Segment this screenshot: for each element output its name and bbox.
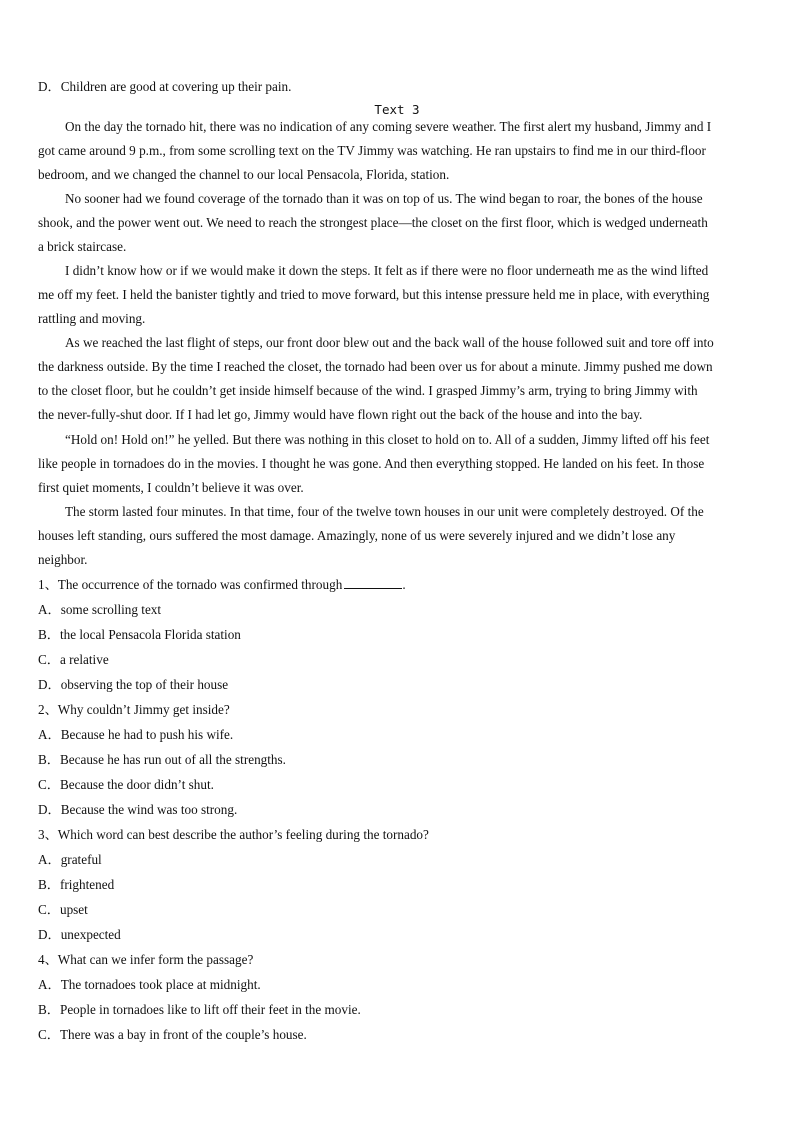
passage-line: to the closet floor, but he couldn’t get inside himself because of the wind. I grasped Jimmy’s arm, trying to bring Jimmy with (38, 383, 698, 398)
passage-line: a brick staircase. (38, 239, 127, 254)
question-1-text: 1、The occurrence of the tornado was confirmed through (38, 577, 343, 592)
passage-line: As we reached the last flight of steps, our front door blew out and the back wall of the house followed suit and tore off into (65, 335, 714, 350)
question-1-stem (38, 577, 758, 593)
passage-line: “Hold on! Hold on!” he yelled. But there was nothing in this closet to hold on to. All of a sudden, Jimmy lifted off his feet (65, 432, 710, 447)
passage-title: Text 3 (374, 102, 420, 117)
question-1-option-b: B．the local Pensacola Florida station (38, 627, 241, 642)
question-2-stem: 2、Why couldn’t Jimmy get inside? (38, 702, 230, 717)
question-3-stem: 3、Which word can best describe the author’s feeling during the tornado? (38, 827, 429, 842)
passage-line: No sooner had we found coverage of the tornado than it was on top of us. The wind began to roar, the bones of the house (65, 191, 703, 206)
passage-line: I didn’t know how or if we would make it down the steps. It felt as if there were no floor underneath me as the wind lifted (65, 263, 709, 278)
passage-line: houses left standing, ours suffered the most damage. Amazingly, none of us were severely injured and we didn’t lose any (38, 528, 676, 543)
passage-line: the darkness outside. By the time I reached the closet, the tornado had been over us for about a minute. Jimmy pushed me down (38, 359, 713, 374)
passage-line: the never-fully-shut door. If I had let go, Jimmy would have flown right out the back of the house and into the bay. (38, 407, 643, 422)
question-3-option-b: B．frightened (38, 877, 115, 892)
question-3-option-d: D．unexpected (38, 927, 121, 942)
question-4-stem: 4、What can we infer form the passage? (38, 952, 254, 967)
passage-line: bedroom, and we changed the channel to our local Pensacola, Florida, station. (38, 167, 450, 182)
passage-line: neighbor. (38, 552, 88, 567)
question-4-option-b: B．People in tornadoes like to lift off their feet in the movie. (38, 1002, 361, 1017)
passage-line: like people in tornadoes do in the movies. I thought he was gone. And then everything stopped. He landed on his feet. In those (38, 456, 705, 471)
question-1-option-c: C．a relative (38, 652, 109, 667)
passage-line: got came around 9 p.m., from some scrolling text on the TV Jimmy was watching. He ran upstairs to find me in our third-floor (38, 143, 706, 158)
question-3-option-c: C．upset (38, 902, 88, 917)
question-3-option-a: A．grateful (38, 852, 102, 867)
question-1-end: . (402, 577, 406, 592)
question-2-option-c: C．Because the door didn’t shut. (38, 777, 214, 792)
question-1-option-a: A．some scrolling text (38, 602, 162, 617)
answer-blank (344, 577, 402, 589)
passage-line: shook, and the power went out. We need to reach the strongest place—the closet on the first floor, which is wedged underneath (38, 215, 708, 230)
passage-line: The storm lasted four minutes. In that time, four of the twelve town houses in our unit were completely destroyed. Of the (65, 504, 704, 519)
passage-line: rattling and moving. (38, 311, 146, 326)
question-4-option-a: A．The tornadoes took place at midnight. (38, 977, 261, 992)
question-2-option-d: D．Because the wind was too strong. (38, 802, 238, 817)
passage-line: me off my feet. I held the banister tightly and tried to move forward, but this intense pressure held me in place, with everything (38, 287, 710, 302)
previous-option-d: D．Children are good at covering up their pain. (38, 79, 292, 94)
passage-line: On the day the tornado hit, there was no indication of any coming severe weather. The first alert my husband, Jimmy and I (65, 119, 712, 134)
question-4-option-c: C．There was a bay in front of the couple’s house. (38, 1027, 307, 1042)
passage-line: first quiet moments, I couldn’t believe it was over. (38, 480, 304, 495)
question-1-option-d: D．observing the top of their house (38, 677, 229, 692)
question-2-option-b: B．Because he has run out of all the strengths. (38, 752, 286, 767)
question-2-option-a: A．Because he had to push his wife. (38, 727, 234, 742)
